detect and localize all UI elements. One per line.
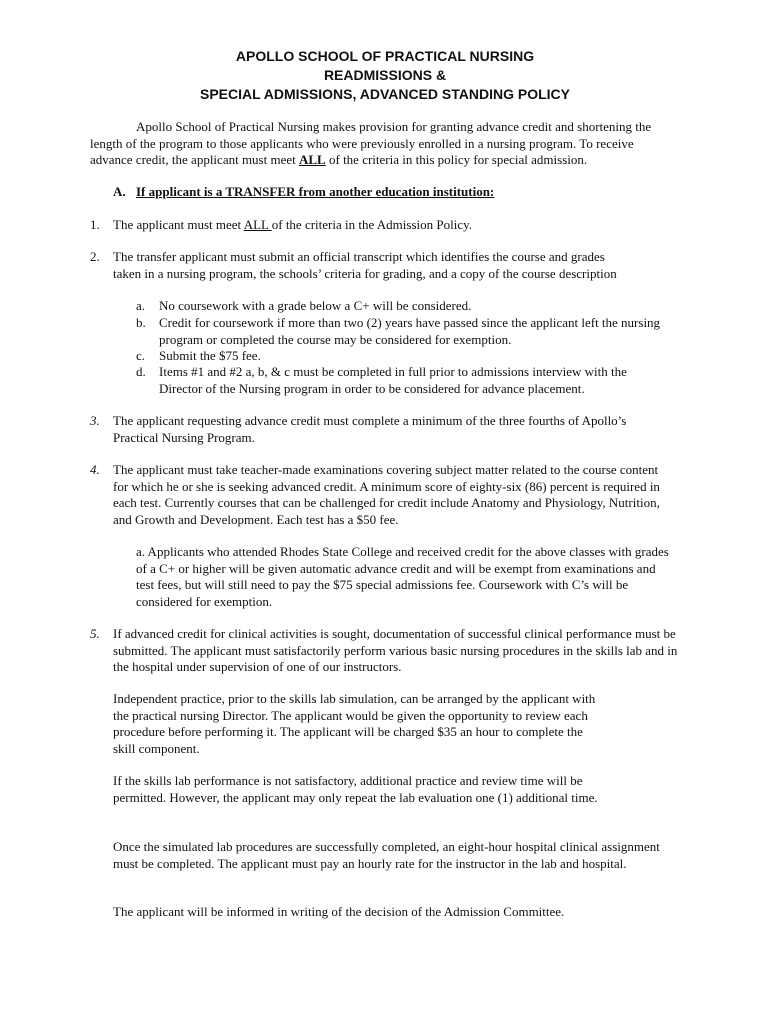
section-a-label: A.: [113, 184, 126, 199]
intro-paragraph: [90, 119, 670, 169]
intro-emphasis: ALL: [299, 152, 326, 167]
item-1-emphasis: ALL: [243, 217, 272, 232]
item-2-text: The transfer applicant must submit an official transcript which identifies the course and grades taken in a nursing program, the schools’ criteria for grading, and a copy of the course description: [113, 249, 617, 281]
item-2c-label: c.: [136, 348, 146, 363]
item-2-number: 2.: [90, 249, 100, 264]
item-5-number: 5.: [90, 626, 100, 641]
intro-text-before: Apollo School of Practical Nursing makes provision for granting advance credit and shortening the length of the program to those applicants who were previously enrolled in a nursing program. To receive advance credit, the applicant must meet: [90, 119, 652, 167]
item-4a-text: a. Applicants who attended Rhodes State College and received credit for the above classes with grades of a C+ or higher will be given automatic advance credit and will be exempt from examinations and test fees, but will still need to pay the $75 special admissions fee. Coursework with C’s will be considered for exemption.: [136, 544, 669, 609]
item-4-number: 4.: [90, 462, 100, 477]
item-1-number: 1.: [90, 217, 100, 232]
item-5-paragraph-3: Once the simulated lab procedures are successfully completed, an eight-hour hospital clinical assignment must be completed. The applicant must pay an hourly rate for the instructor in the lab and hospital.: [113, 839, 660, 871]
item-3-text: The applicant requesting advance credit must complete a minimum of the three fourths of Apollo’s Practical Nursing Program.: [113, 413, 627, 445]
item-2a-label: a.: [136, 298, 146, 313]
item-2a-text: No coursework with a grade below a C+ will be considered.: [159, 298, 472, 313]
intro-text-after: of the criteria in this policy for special admission.: [325, 152, 588, 167]
title-line-3: SPECIAL ADMISSIONS, ADVANCED STANDING POLICY: [200, 86, 570, 102]
item-1-text: [113, 217, 673, 234]
title-line-2: READMISSIONS &: [323, 67, 447, 83]
item-2d-text: Items #1 and #2 a, b, & c must be completed in full prior to admissions interview with the Director of the Nursing program in order to be considered for advance placement.: [159, 364, 627, 396]
item-2c-text: Submit the $75 fee.: [159, 348, 261, 363]
item-2b-label: b.: [136, 315, 146, 330]
item-4-text: The applicant must take teacher-made examinations covering subject matter related to the course content for which he or she is seeking advanced credit. A minimum score of eighty-six (86) percent is required in each test. Currently courses that can be challenged for credit include Anatomy and Physiology, Nutrition, and Growth and Development. Each test has a $50 fee.: [113, 462, 660, 527]
item-5-paragraph-2: If the skills lab performance is not satisfactory, additional practice and review time will be permitted. However, the applicant may only repeat the lab evaluation one (1) additional time.: [113, 773, 598, 805]
item-5-paragraph-1: Independent practice, prior to the skills lab simulation, can be arranged by the applicant with the practical nursing Director. The applicant would be given the opportunity to review each procedure before performing it. The applicant will be charged $35 an hour to complete the skill component.: [113, 691, 596, 756]
item-2b-text: Credit for coursework if more than two (2) years have passed since the applicant left the nursing program or completed the course may be considered for exemption.: [159, 315, 661, 347]
item-5-paragraph-4: The applicant will be informed in writing of the decision of the Admission Committee.: [113, 904, 565, 919]
item-1-text-after: of the criteria in the Admission Policy.: [271, 217, 472, 232]
item-5-text: If advanced credit for clinical activities is sought, documentation of successful clinical performance must be submitted. The applicant must satisfactorily perform various basic nursing procedures in the skills lab and in the hospital under supervision of one of our instructors.: [113, 626, 678, 674]
item-3-number: 3.: [90, 413, 100, 428]
item-1-text-before: The applicant must meet: [113, 217, 244, 232]
item-2d-label: d.: [136, 364, 146, 379]
title-line-1: APOLLO SCHOOL OF PRACTICAL NURSING: [235, 48, 535, 64]
section-a-heading: If applicant is a TRANSFER from another education institution:: [136, 184, 495, 199]
